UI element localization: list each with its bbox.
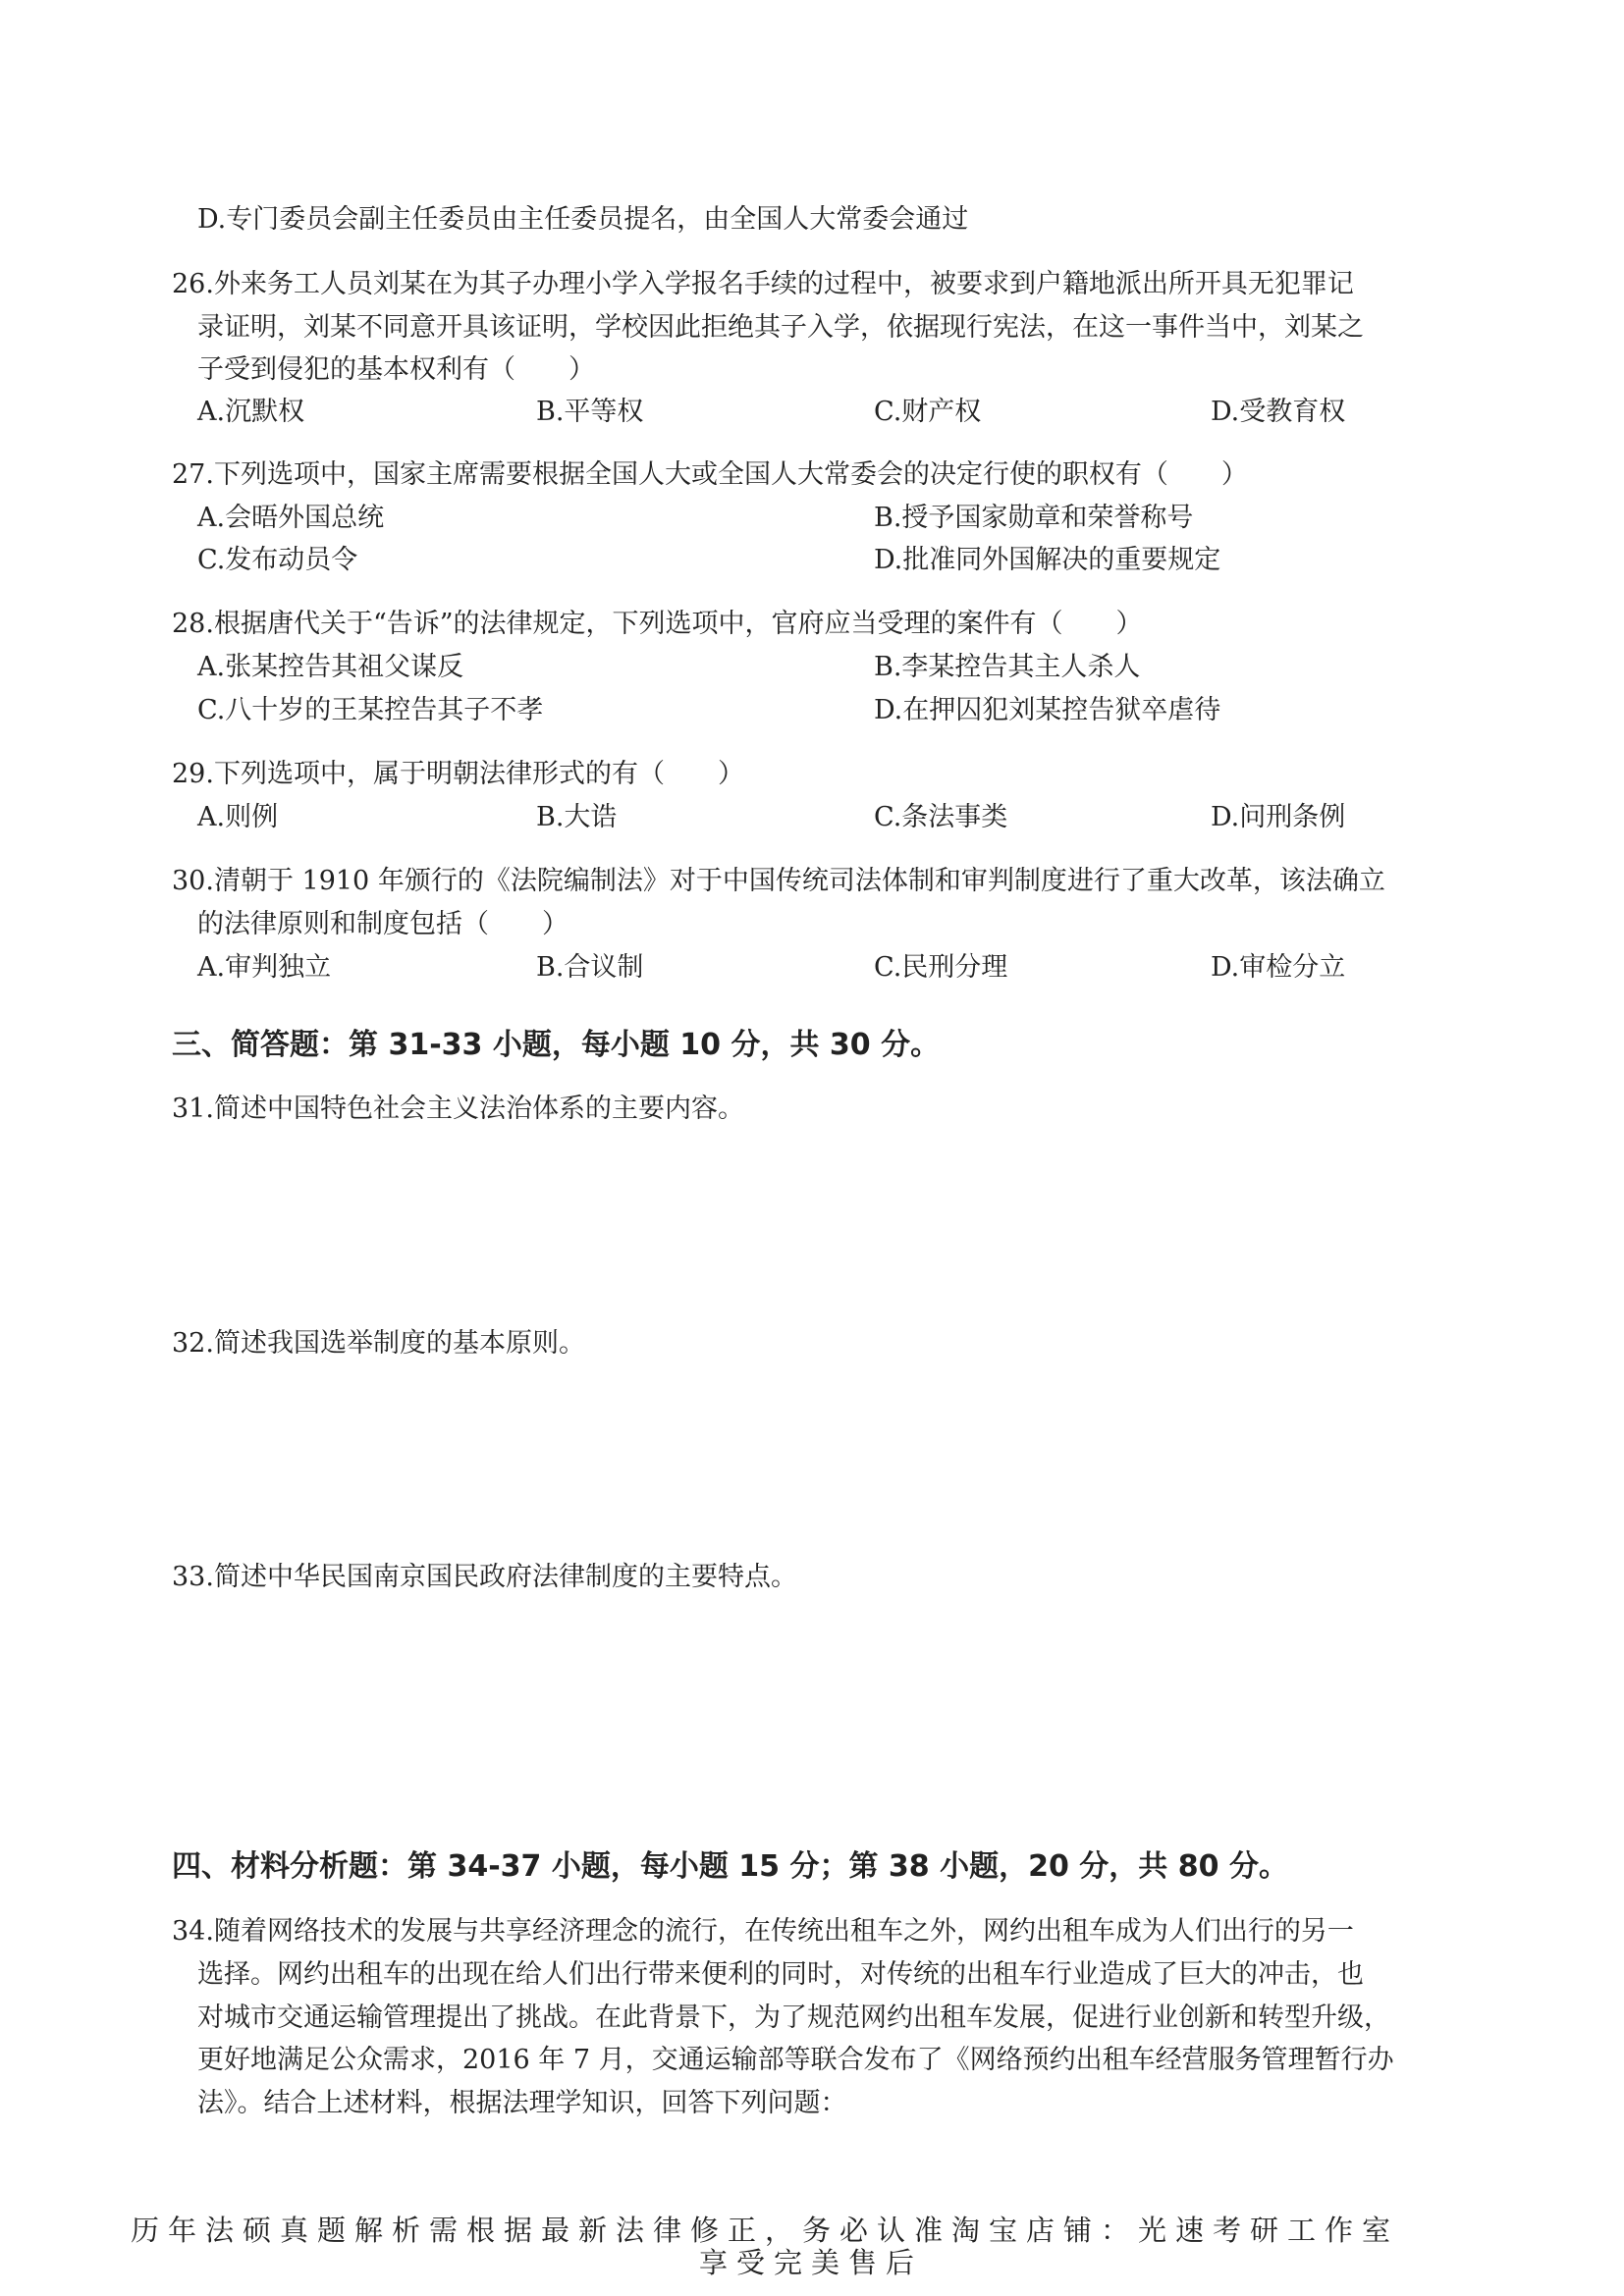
section-4-heading: 四、材料分析题：第 34-37 小题，每小题 15 分；第 38 小题，20 分，共 80 分。 (172, 1849, 1288, 1884)
q34-stem-line-4: 更好地满足公众需求，2016 年 7 月，交通运输部等联合发布了《网络预约出租车经营服务管理暂行办 (197, 2045, 1394, 2075)
q26-option-c: C.财产权 (874, 397, 982, 427)
footer-notice-line-2: 享受完美售后 (699, 2246, 924, 2279)
q30-stem-line-2: 的法律原则和制度包括（ ） (197, 909, 568, 939)
q28-option-b: B.李某控告其主人杀人 (874, 652, 1141, 682)
q30-option-a: A.审判独立 (197, 952, 332, 983)
q34-stem-line-5: 法》。结合上述材料，根据法理学知识，回答下列问题： (197, 2088, 847, 2118)
q27-option-d: D.批准同外国解决的重要规定 (874, 545, 1221, 575)
q30-option-c: C.民刑分理 (874, 952, 1008, 983)
q25-option-d: D.专门委员会副主任委员由主任委员提名，由全国人大常委会通过 (197, 204, 969, 235)
q28-option-a: A.张某控告其祖父谋反 (197, 652, 464, 682)
q26-option-b: B.平等权 (536, 397, 644, 427)
q27-option-a: A.会晤外国总统 (197, 503, 385, 533)
q34-stem-line-1: 34.随着网络技术的发展与共享经济理念的流行，在传统出租车之外，网约出租车成为人们出行的另一 (172, 1916, 1354, 1947)
q26-option-d: D.受教育权 (1211, 397, 1346, 427)
q30-stem-line-1: 30.清朝于 1910 年颁行的《法院编制法》对于中国传统司法体制和审判制度进行了重大改革，该法确立 (172, 866, 1385, 896)
q30-option-d: D.审检分立 (1211, 952, 1346, 983)
q34-stem-line-3: 对城市交通运输管理提出了挑战。在此背景下，为了规范网约出租车发展，促进行业创新和转型升级， (197, 2002, 1390, 2033)
q29-option-b: B.大诰 (536, 802, 618, 832)
q26-stem-line-1: 26.外来务工人员刘某在为其子办理小学入学报名手续的过程中，被要求到户籍地派出所开具无犯罪记 (172, 269, 1354, 299)
q31-stem: 31.简述中国特色社会主义法治体系的主要内容。 (172, 1094, 744, 1124)
q27-option-b: B.授予国家勋章和荣誉称号 (874, 503, 1194, 533)
q26-stem-line-3: 子受到侵犯的基本权利有（ ） (197, 354, 595, 385)
q27-option-c: C.发布动员令 (197, 545, 358, 575)
footer-notice-line-1: 历年法硕真题解析需根据最新法律修正，务必认准淘宝店铺：光速考研工作室 (131, 2214, 1400, 2247)
q28-option-c: C.八十岁的王某控告其子不孝 (197, 695, 544, 725)
q30-option-b: B.合议制 (536, 952, 644, 983)
q28-stem: 28.根据唐代关于“告诉”的法律规定，下列选项中，官府应当受理的案件有（ ） (172, 609, 1143, 639)
section-3-heading: 三、简答题：第 31-33 小题，每小题 10 分，共 30 分。 (172, 1028, 941, 1062)
q34-stem-line-2: 选择。网约出租车的出现在给人们出行带来便利的同时，对传统的出租车行业造成了巨大的冲击，也 (197, 1959, 1364, 1990)
q32-stem: 32.简述我国选举制度的基本原则。 (172, 1328, 585, 1359)
q28-option-d: D.在押囚犯刘某控告狱卒虐待 (874, 695, 1221, 725)
q29-stem: 29.下列选项中，属于明朝法律形式的有（ ） (172, 759, 744, 789)
q26-stem-line-2: 录证明，刘某不同意开具该证明，学校因此拒绝其子入学，依据现行宪法，在这一事件当中，刘某之 (197, 312, 1364, 343)
q26-option-a: A.沉默权 (197, 397, 305, 427)
q29-option-c: C.条法事类 (874, 802, 1008, 832)
q29-option-a: A.则例 (197, 802, 279, 832)
q29-option-d: D.问刑条例 (1211, 802, 1346, 832)
q33-stem: 33.简述中华民国南京国民政府法律制度的主要特点。 (172, 1562, 797, 1592)
q27-stem: 27.下列选项中，国家主席需要根据全国人大或全国人大常委会的决定行使的职权有（ ） (172, 459, 1248, 490)
